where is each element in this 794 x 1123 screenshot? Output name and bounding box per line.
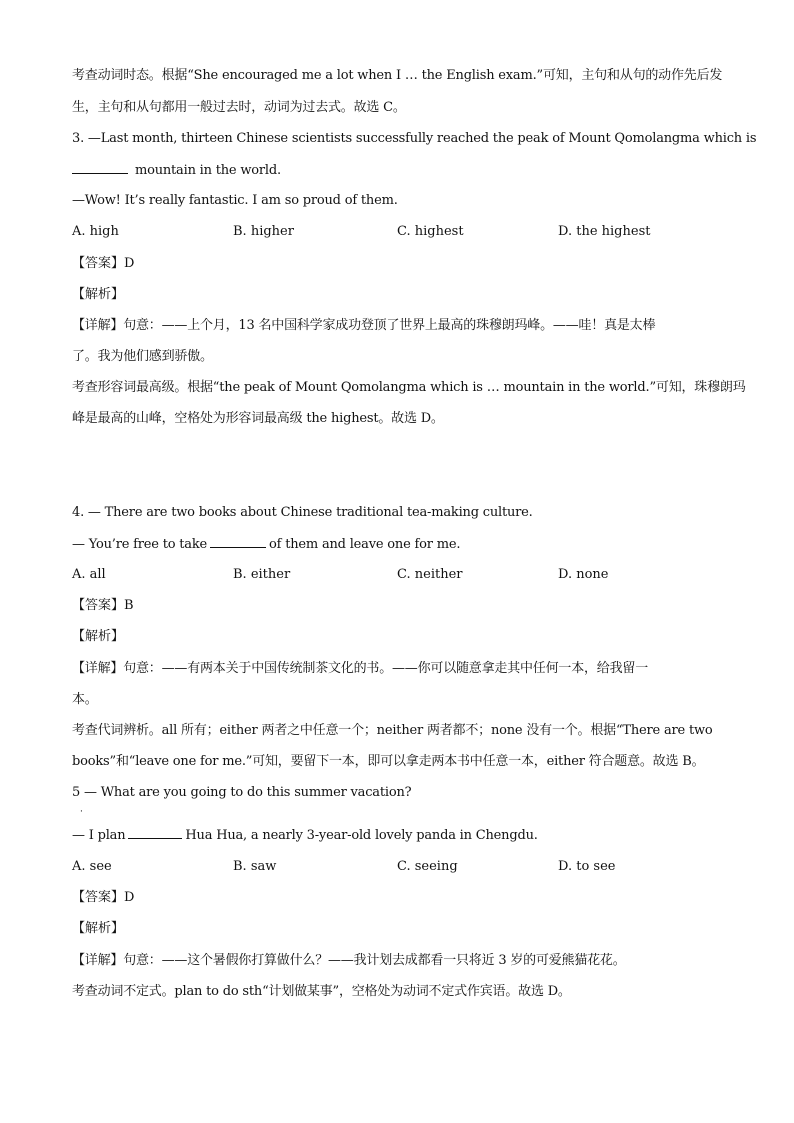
q4-detail-line-1: 【详解】句意：——有两本关于中国传统制茶文化的书。——你可以随意拿走其中任何一本，给我留一 [72,661,649,676]
q4-stem-line-2 [72,535,460,554]
q3-response: —Wow! It’s really fantastic. I am so proud of them. [72,193,398,208]
answer-blank [128,826,182,839]
q5-analysis-label: 【解析】 [72,921,125,936]
q5-stem-line-2 [72,826,538,845]
q3-detail-line-2: 了。我为他们感到骄傲。 [72,349,213,364]
q3-stem-line-2-text: mountain in the world. [134,163,281,178]
q4-answer-label: 【答案】B [72,598,134,613]
q5-option-c: C. seeing [397,859,458,874]
stray-dot: · [80,807,83,817]
q4-stem-line-1: 4. — There are two books about Chinese traditional tea-making culture. [72,505,533,520]
q2-analysis-line-1: 考查动词时态。根据“She encouraged me a lot when I … the English exam.”可知，主句和从句的动作先后发 [72,68,723,83]
q5-stem-line-2-prefix: — I plan [72,828,126,843]
q3-detail-line-4: 峰是最高的山峰，空格处为形容词最高级 the highest。故选 D。 [72,411,444,426]
q4-detail-line-4: books”和“leave one for me.”可知，要留下一本，即可以拿走两本书中任意一本，either 符合题意。故选 B。 [72,754,705,769]
q3-detail-line-1: 【详解】句意：——上个月，13 名中国科学家成功登顶了世界上最高的珠穆朗玛峰。——哇！真是太棒 [72,318,656,333]
q3-analysis-label: 【解析】 [72,287,125,302]
q4-stem-line-2-suffix: of them and leave one for me. [269,537,461,552]
q3-detail-line-3: 考查形容词最高级。根据“the peak of Mount Qomolangma which is … mountain in the world.”可知，珠穆朗玛 [72,380,746,395]
q4-detail-line-2: 本。 [72,692,98,707]
q3-option-a: A. high [72,224,119,239]
q5-stem-line-1: 5 — What are you going to do this summer vacation? [72,785,412,800]
q4-detail-line-3: 考查代词辨析。all 所有；either 两者之中任意一个；neither 两者都不；none 没有一个。根据“There are two [72,723,713,738]
q5-option-a: A. see [72,859,112,874]
q2-analysis-line-2: 生，主句和从句都用一般过去时，动词为过去式。故选 C。 [72,100,406,115]
q4-option-b: B. either [233,567,291,582]
q5-option-b: B. saw [233,859,277,874]
q4-analysis-label: 【解析】 [72,629,125,644]
q5-option-d: D. to see [558,859,616,874]
q3-answer-label: 【答案】D [72,256,135,271]
q5-detail-line-1: 【详解】句意：——这个暑假你打算做什么？——我计划去成都看一只将近 3 岁的可爱熊猫花花。 [72,953,626,968]
q5-answer-label: 【答案】D [72,890,135,905]
q3-stem-line-2 [72,161,281,180]
q4-option-c: C. neither [397,567,463,582]
q4-stem-line-2-prefix: — You’re free to take [72,537,208,552]
q3-option-c: C. highest [397,224,464,239]
q3-option-d: D. the highest [558,224,651,239]
q3-stem-line-1: 3. —Last month, thirteen Chinese scientists successfully reached the peak of Mount Qomolangma which is [72,131,757,146]
answer-blank [72,161,128,174]
q5-detail-line-2: 考查动词不定式。plan to do sth“计划做某事”，空格处为动词不定式作宾语。故选 D。 [72,984,571,999]
answer-blank [210,535,266,548]
q3-option-b: B. higher [233,224,294,239]
q4-option-a: A. all [72,567,106,582]
q4-option-d: D. none [558,567,609,582]
q5-stem-line-2-suffix: Hua Hua, a nearly 3-year-old lovely panda in Chengdu. [185,828,538,843]
